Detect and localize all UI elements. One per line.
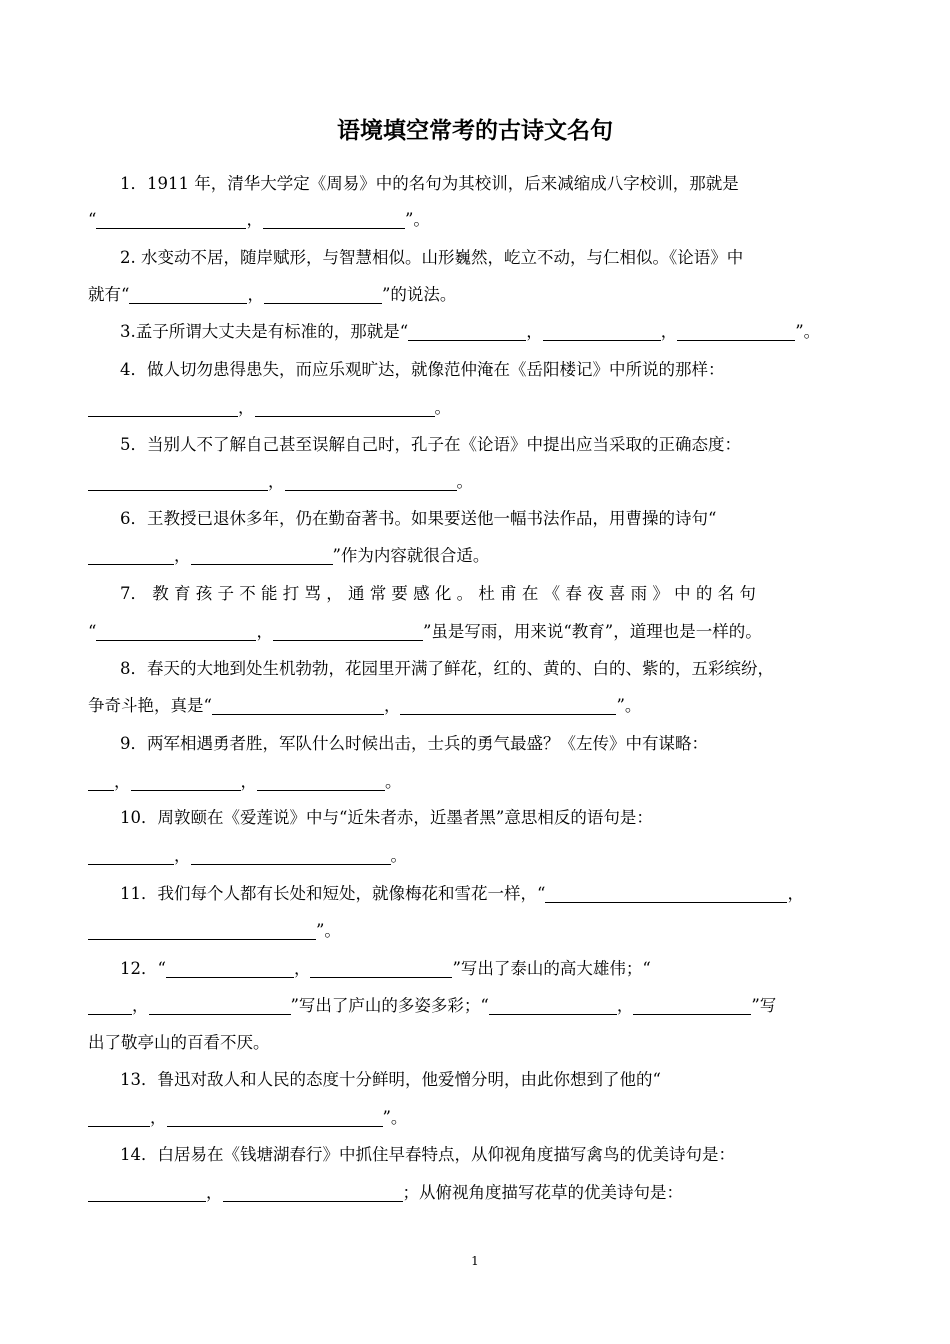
q9-blank-3[interactable] [257, 773, 385, 791]
q9-blank-1[interactable] [88, 773, 114, 791]
q10-blank-2[interactable] [191, 847, 391, 865]
q3-line1: 3.孟子所谓大丈夫是有标准的，那就是“ ， ， ”。 [120, 322, 821, 341]
q13-line1: 13．鲁迅对敌人和人民的态度十分鲜明，他爱憎分明，由此你想到了他的“ [120, 1070, 661, 1089]
q11-line1: 11．我们每个人都有长处和短处，就像梅花和雪花一样，“ ， [120, 884, 804, 903]
page-number: 1 [471, 1254, 479, 1268]
q3-blank-1[interactable] [408, 323, 526, 341]
q7-line2: “ ， ”虽是写雨，用来说“教育”，道理也是一样的。 [88, 622, 762, 641]
q12-line1: 12．“ ， ”写出了泰山的高大雄伟；“ [120, 959, 651, 978]
q5-blank-2[interactable] [285, 473, 457, 491]
q7-line1: 7． 教 育 孩 子 不 能 打 骂 ， 通 常 要 感 化 。 杜 甫 在 《 春 夜 喜 雨 》 中 的 名 句 [120, 584, 756, 603]
q9-line1: 9．两军相遇勇者胜，军队什么时候出击，士兵的勇气最盛？《左传》中有谋略： [120, 734, 708, 753]
q11-line2: ”。 [88, 919, 341, 943]
q2-line2: 就有“ ， ”的说法。 [88, 285, 457, 304]
q10-blank-1[interactable] [88, 847, 174, 865]
q9-line2: ， ， 。 [88, 770, 402, 794]
q4-blank-2[interactable] [255, 399, 435, 417]
q13-blank-2[interactable] [167, 1109, 383, 1127]
q1-line1: 1．1911 年，清华大学定《周易》中的名句为其校训，后来减缩成八字校训，那就是 [120, 174, 739, 193]
q14-line2: ， ；从俯视角度描写花草的优美诗句是： [88, 1181, 683, 1205]
q13-line2: ， ”。 [88, 1106, 407, 1130]
q9-blank-2[interactable] [131, 773, 241, 791]
page-title: 语境填空常考的古诗文名句 [337, 118, 613, 144]
q13-blank-1[interactable] [88, 1109, 150, 1127]
q8-blank-1[interactable] [212, 697, 384, 715]
q4-blank-1[interactable] [88, 399, 238, 417]
q4-line1: 4．做人切勿患得患失，而应乐观旷达，就像范仲淹在《岳阳楼记》中所说的那样： [120, 360, 725, 379]
q1-blank-2[interactable] [263, 211, 405, 229]
q5-blank-1[interactable] [88, 473, 268, 491]
q8-blank-2[interactable] [400, 697, 616, 715]
q10-line1: 10．周敦颐在《爱莲说》中与“近朱者赤，近墨者黑”意思相反的语句是： [120, 808, 653, 827]
q12-line2: ， ”写出了庐山的多姿多彩；“ ， ”写 [88, 994, 776, 1018]
q2-line1: 2. 水变动不居，随岸赋形，与智慧相似。山形巍然，屹立不动，与仁相似。《论语》中 [120, 248, 744, 267]
q10-line2: ， 。 [88, 844, 407, 868]
q11-blank-2[interactable] [88, 922, 316, 940]
q4-line2: ， 。 [88, 396, 451, 420]
q7-blank-1[interactable] [96, 623, 256, 641]
q12-line3: 出了敬亭山的百看不厌。 [88, 1033, 270, 1052]
q8-line1: 8．春天的大地到处生机勃勃，花园里开满了鲜花，红的、黄的、白的、紫的，五彩缤纷， [120, 659, 774, 678]
q2-blank-1[interactable] [129, 286, 247, 304]
q12-blank-4[interactable] [149, 997, 291, 1015]
q14-blank-2[interactable] [223, 1184, 403, 1202]
q8-line2: 争奇斗艳，真是“ ， ”。 [88, 696, 642, 715]
q2-blank-2[interactable] [264, 286, 382, 304]
q1-line2: “ ， ”。 [88, 210, 430, 229]
q3-blank-2[interactable] [543, 323, 661, 341]
q3-blank-3[interactable] [677, 323, 795, 341]
q6-blank-1[interactable] [88, 547, 174, 565]
q7-blank-2[interactable] [273, 623, 423, 641]
q6-line2: ， ”作为内容就很合适。 [88, 544, 489, 568]
q6-line1: 6．王教授已退休多年，仍在勤奋著书。如果要送他一幅书法作品，用曹操的诗句“ [120, 509, 717, 528]
q1-blank-1[interactable] [96, 211, 246, 229]
q14-line1: 14．白居易在《钱塘湖春行》中抓住早春特点，从仰视角度描写禽鸟的优美诗句是： [120, 1145, 735, 1164]
q6-blank-2[interactable] [191, 547, 333, 565]
q12-blank-3[interactable] [88, 997, 132, 1015]
q11-blank-1[interactable] [545, 885, 787, 903]
q5-line1: 5．当别人不了解自己甚至误解自己时，孔子在《论语》中提出应当采取的正确态度： [120, 435, 741, 454]
q14-blank-1[interactable] [88, 1184, 206, 1202]
q12-blank-2[interactable] [310, 960, 452, 978]
q12-blank-6[interactable] [633, 997, 751, 1015]
q5-line2: ， 。 [88, 470, 473, 494]
q12-blank-5[interactable] [489, 997, 617, 1015]
q12-blank-1[interactable] [166, 960, 294, 978]
